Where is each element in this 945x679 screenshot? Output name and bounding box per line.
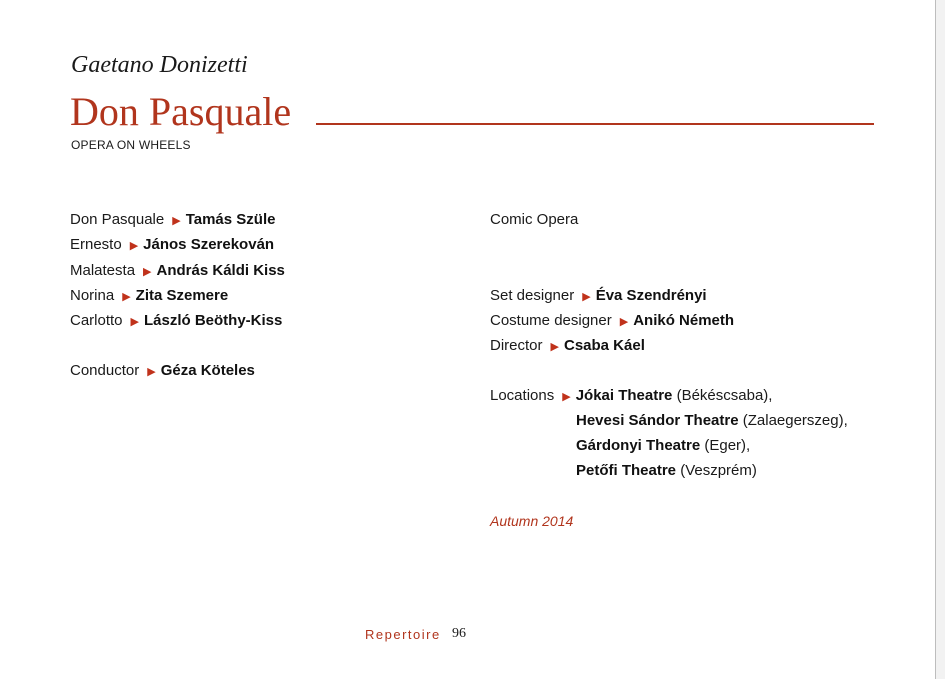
crew-name: Éva Szendrényi: [595, 287, 707, 304]
location-theatre: Jókai Theatre: [575, 387, 673, 404]
crew-role: Set designer: [490, 287, 575, 304]
cast-line: [70, 261, 285, 282]
arrow-right-icon: ▶: [130, 316, 139, 328]
cast-role: Carlotto: [70, 312, 123, 329]
arrow-right-icon: ▶: [562, 391, 571, 403]
crew-line: [490, 336, 645, 357]
page-subtitle: OPERA ON WHEELS: [71, 138, 191, 152]
location-city: (Eger),: [704, 437, 751, 454]
cast-name: Tamás Szüle: [185, 211, 276, 228]
crew-role: Director: [490, 337, 543, 354]
location-city: (Békéscsaba),: [676, 387, 773, 404]
locations-line: [576, 461, 757, 481]
conductor-line: [70, 361, 255, 382]
conductor-role: Conductor: [70, 362, 140, 379]
arrow-right-icon: ▶: [172, 215, 181, 227]
crew-name: Csaba Káel: [563, 337, 645, 354]
genre-label: Comic Opera: [490, 211, 579, 228]
cast-line: [70, 311, 282, 332]
location-theatre: Petőfi Theatre: [576, 462, 677, 479]
crew-line: [490, 311, 734, 332]
page-title: Don Pasquale: [70, 89, 292, 134]
composer-name: Gaetano Donizetti: [71, 52, 248, 78]
conductor-name: Géza Köteles: [160, 362, 255, 379]
locations-label: Locations: [490, 387, 555, 404]
arrow-right-icon: ▶: [143, 266, 152, 278]
location-theatre: Hevesi Sándor Theatre: [576, 412, 739, 429]
cast-line: [70, 286, 228, 307]
cast-line: [70, 210, 275, 231]
arrow-right-icon: ▶: [147, 366, 156, 378]
cast-role: Don Pasquale: [70, 211, 165, 228]
location-city: (Veszprém): [680, 462, 757, 479]
locations-line: [576, 436, 750, 456]
crew-line: [490, 286, 707, 307]
cast-name: János Szerekován: [143, 236, 275, 253]
location-city: (Zalaegerszeg),: [742, 412, 848, 429]
footer-section-label: Repertoire: [365, 627, 441, 642]
cast-role: Malatesta: [70, 262, 136, 279]
arrow-right-icon: ▶: [619, 316, 629, 328]
arrow-right-icon: ▶: [129, 240, 139, 252]
crew-name: Anikó Németh: [633, 312, 735, 329]
location-theatre: Gárdonyi Theatre: [576, 437, 701, 454]
cast-role: Norina: [70, 287, 115, 304]
locations-line: [576, 411, 848, 431]
page-number: 96: [452, 626, 466, 641]
cast-name: László Beöthy-Kiss: [144, 312, 283, 329]
locations-line: [490, 386, 772, 407]
page-edge-strip: [936, 0, 945, 679]
cast-role: Ernesto: [70, 236, 122, 253]
cast-name: András Káldi Kiss: [156, 262, 285, 279]
cast-line: [70, 235, 274, 256]
crew-role: Costume designer: [490, 312, 612, 329]
title-underline-rule: [316, 123, 874, 125]
season-date: Autumn 2014: [490, 513, 574, 529]
arrow-right-icon: ▶: [550, 341, 559, 353]
arrow-right-icon: ▶: [122, 291, 131, 303]
cast-name: Zita Szemere: [135, 287, 229, 304]
arrow-right-icon: ▶: [582, 291, 591, 303]
